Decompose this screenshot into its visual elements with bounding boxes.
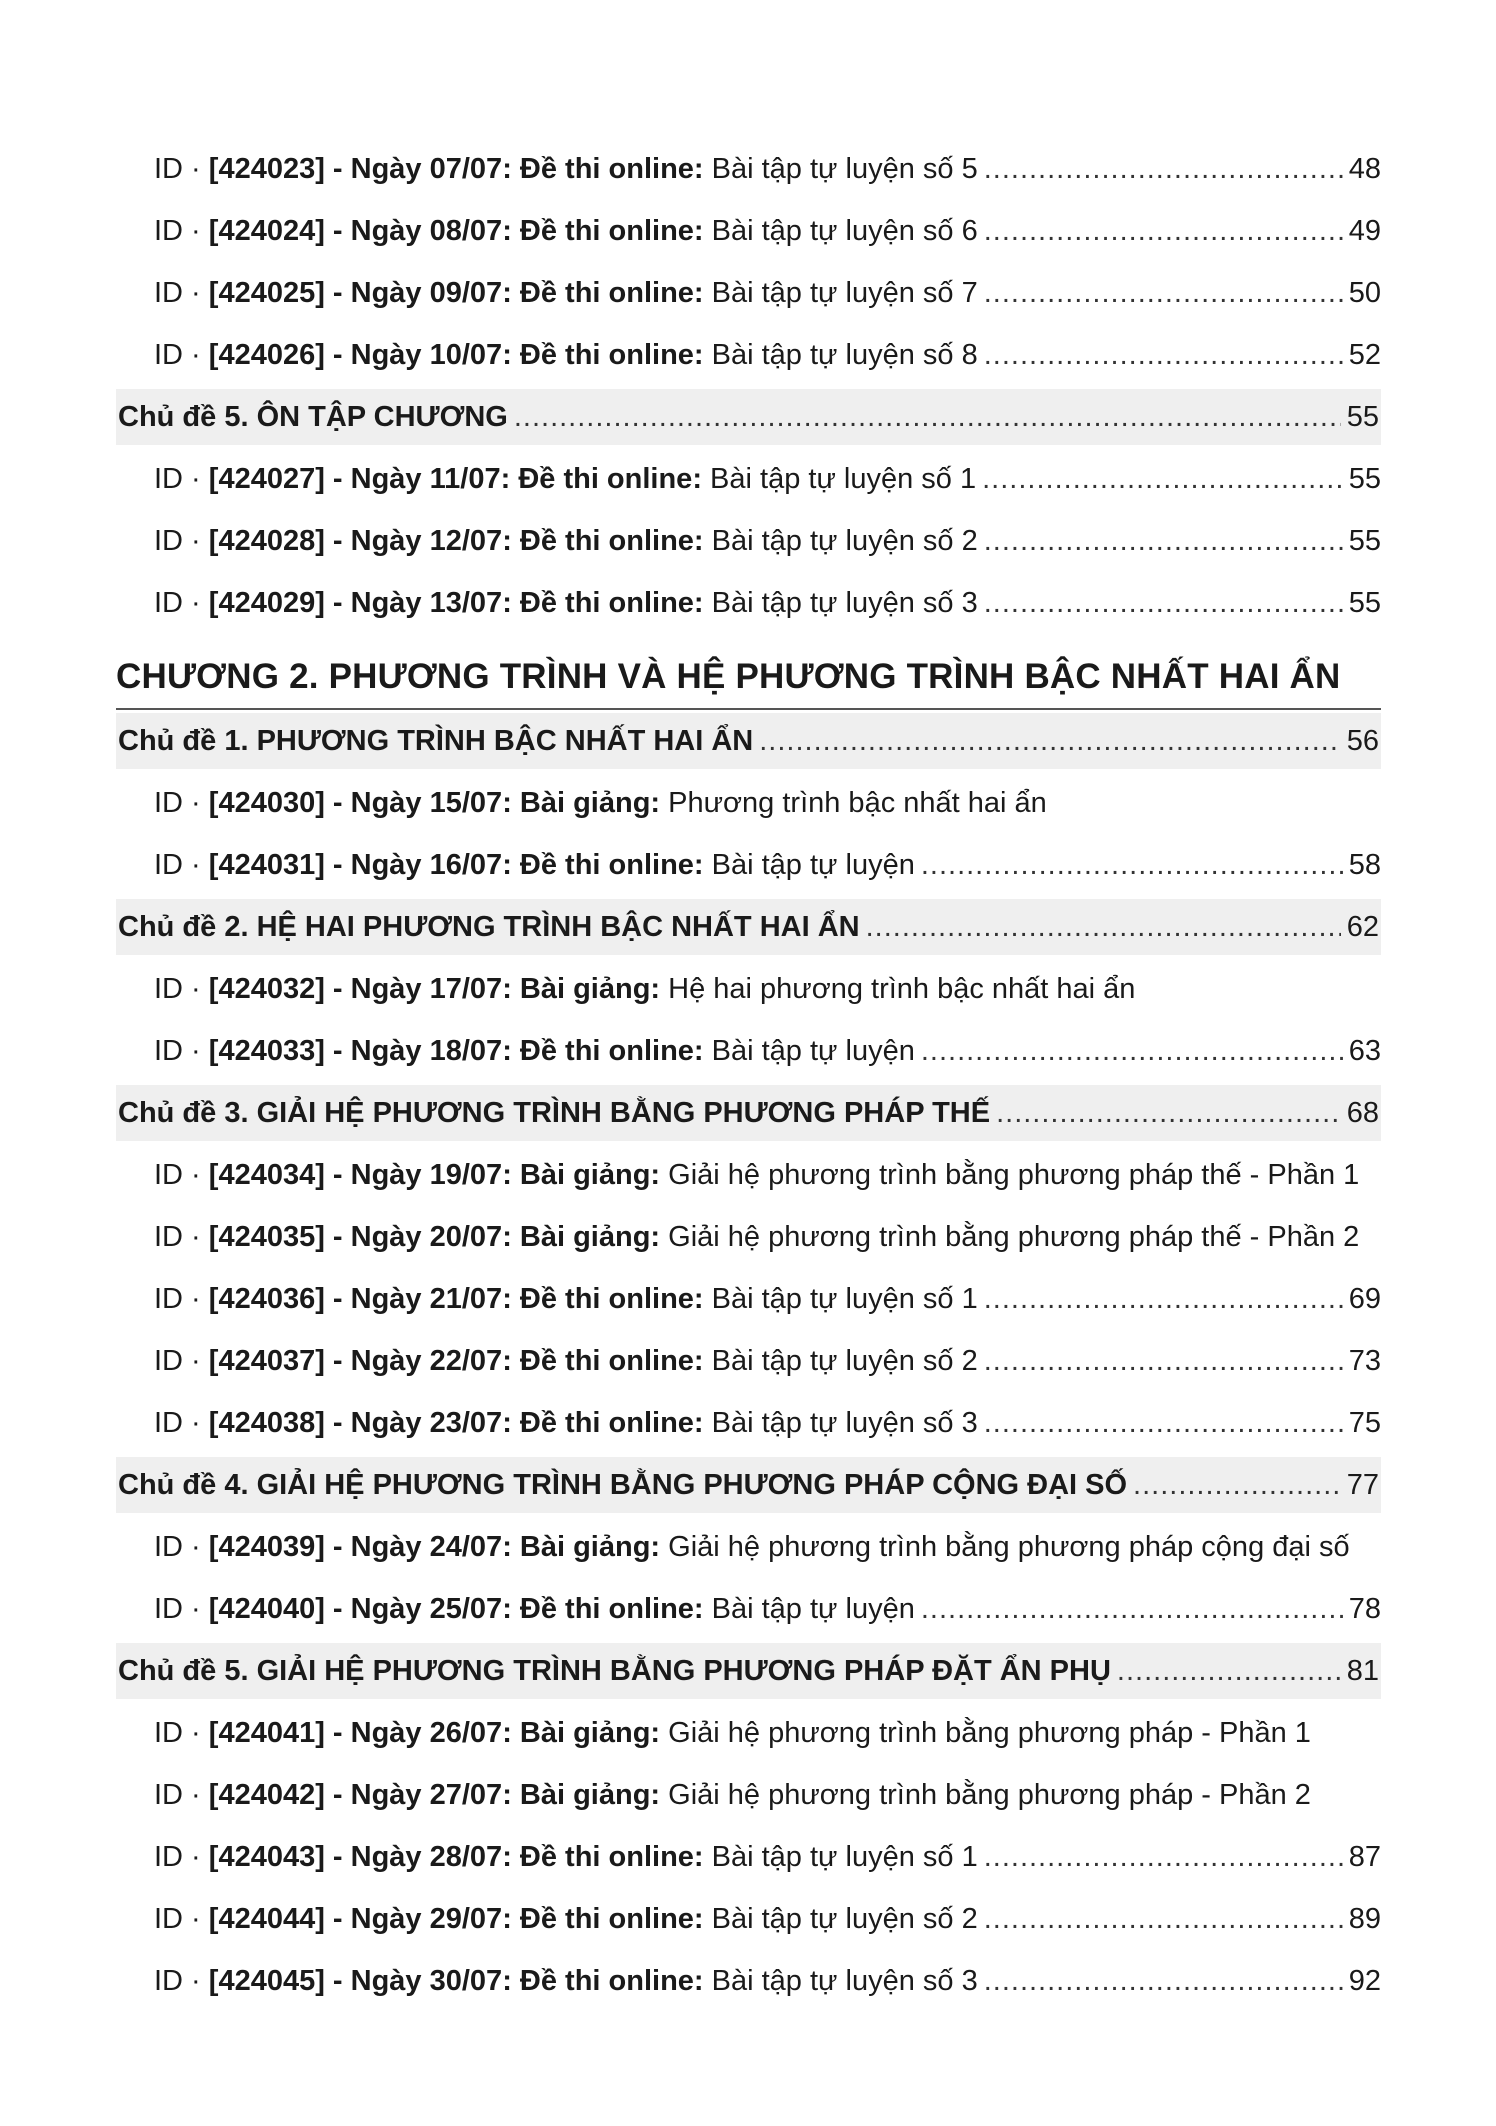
page-number: 73	[1348, 1345, 1381, 1377]
entry-label	[154, 1578, 915, 1640]
page-number: 52	[1348, 339, 1381, 371]
dot-leader	[759, 713, 1340, 769]
id-code: [424041]	[208, 1717, 325, 1749]
id-prefix: ID ·	[154, 463, 209, 495]
id-code: [424033]	[208, 1035, 325, 1067]
id-code: [424024]	[208, 215, 325, 247]
id-code: [424025]	[208, 277, 325, 309]
dot-leader	[921, 1020, 1343, 1082]
entry-label	[154, 262, 978, 324]
toc-entry-row[interactable]	[116, 572, 1381, 634]
entry-description: Bài tập tự luyện	[703, 1593, 915, 1625]
entry-kind: Đề thi online:	[519, 1593, 704, 1625]
entry-label	[154, 200, 978, 262]
toc-entry-row[interactable]	[116, 1950, 1381, 2012]
dot-leader	[921, 834, 1343, 896]
page-number: 77	[1346, 1469, 1379, 1501]
id-code: [424036]	[208, 1283, 325, 1315]
entry-label	[154, 324, 978, 386]
entry-description: Bài tập tự luyện số 1	[703, 1283, 978, 1315]
entry-label	[154, 1392, 978, 1454]
toc-entry-row[interactable]	[116, 1330, 1381, 1392]
id-code: [424029]	[208, 587, 325, 619]
dot-leader	[984, 510, 1343, 572]
page-number: 75	[1348, 1407, 1381, 1439]
entry-label	[154, 1702, 1311, 1764]
table-of-contents	[116, 138, 1381, 2012]
entry-date: - Ngày 11/07:	[324, 463, 519, 495]
entry-description: Bài tập tự luyện số 5	[703, 153, 978, 185]
id-code: [424038]	[208, 1407, 325, 1439]
id-prefix: ID ·	[154, 1345, 209, 1377]
dot-leader	[996, 1085, 1341, 1141]
page-number: 62	[1346, 911, 1379, 943]
entry-date: - Ngày 07/07:	[324, 153, 520, 185]
page-number: 55	[1348, 463, 1381, 495]
toc-topic-row[interactable]	[116, 899, 1381, 955]
entry-date: - Ngày 24/07:	[324, 1531, 520, 1563]
entry-kind: Bài giảng:	[519, 1221, 661, 1253]
topic-title: Chủ đề 2. HỆ HAI PHƯƠNG TRÌNH BẬC NHẤT HAI ẨN	[118, 911, 860, 943]
toc-entry-row[interactable]	[116, 834, 1381, 896]
toc-topic-row[interactable]	[116, 713, 1381, 769]
id-prefix: ID ·	[154, 1965, 209, 1997]
entry-label	[154, 1888, 978, 1950]
entry-kind: Đề thi online:	[518, 463, 702, 495]
entry-kind: Đề thi online:	[519, 1345, 704, 1377]
id-prefix: ID ·	[154, 215, 209, 247]
id-prefix: ID ·	[154, 153, 209, 185]
entry-kind: Đề thi online:	[519, 1965, 704, 1997]
entry-description: Giải hệ phương trình bằng phương pháp - Phần 1	[660, 1717, 1311, 1749]
id-code: [424023]	[208, 153, 325, 185]
entry-description: Bài tập tự luyện số 3	[703, 1965, 978, 1997]
page-number: 63	[1348, 1035, 1381, 1067]
id-prefix: ID ·	[154, 1717, 209, 1749]
entry-label	[154, 448, 976, 510]
entry-description: Hệ hai phương trình bậc nhất hai ẩn	[660, 973, 1136, 1005]
id-prefix: ID ·	[154, 973, 209, 1005]
dot-leader	[1133, 1457, 1341, 1513]
toc-topic-row[interactable]	[116, 389, 1381, 445]
id-prefix: ID ·	[154, 1407, 209, 1439]
toc-entry-row[interactable]	[116, 1764, 1381, 1826]
dot-leader	[984, 138, 1343, 200]
toc-entry-row[interactable]	[116, 1888, 1381, 1950]
toc-entry-row[interactable]	[116, 1206, 1381, 1268]
entry-kind: Đề thi online:	[519, 587, 704, 619]
page-number: 55	[1348, 587, 1381, 619]
dot-leader	[1117, 1643, 1341, 1699]
entry-date: - Ngày 16/07:	[324, 849, 520, 881]
page-number: 56	[1346, 725, 1379, 757]
toc-entry-row[interactable]	[116, 262, 1381, 324]
page-number: 89	[1348, 1903, 1381, 1935]
dot-leader	[984, 572, 1343, 634]
entry-kind: Bài giảng:	[519, 1531, 661, 1563]
toc-entry-row[interactable]	[116, 448, 1381, 510]
dot-leader	[984, 1826, 1343, 1888]
page-number: 68	[1346, 1097, 1379, 1129]
id-code: [424043]	[208, 1841, 325, 1873]
id-prefix: ID ·	[154, 1159, 209, 1191]
topic-title: Chủ đề 5. ÔN TẬP CHƯƠNG	[118, 401, 508, 433]
entry-description: Bài tập tự luyện số 2	[703, 1903, 978, 1935]
entry-date: - Ngày 27/07:	[324, 1779, 520, 1811]
dot-leader	[984, 262, 1343, 324]
entry-description: Bài tập tự luyện số 2	[703, 525, 978, 557]
entry-description: Phương trình bậc nhất hai ẩn	[660, 787, 1047, 819]
entry-date: - Ngày 22/07:	[324, 1345, 520, 1377]
id-prefix: ID ·	[154, 787, 209, 819]
entry-date: - Ngày 17/07:	[324, 973, 520, 1005]
dot-leader	[984, 200, 1343, 262]
toc-entry-row[interactable]	[116, 772, 1381, 834]
toc-entry-row[interactable]	[116, 1268, 1381, 1330]
entry-label	[154, 1020, 915, 1082]
id-code: [424031]	[208, 849, 325, 881]
dot-leader	[921, 1578, 1343, 1640]
entry-date: - Ngày 30/07:	[324, 1965, 520, 1997]
dot-leader	[984, 1888, 1343, 1950]
id-code: [424030]	[208, 787, 325, 819]
id-code: [424027]	[208, 463, 325, 495]
page-number: 81	[1346, 1655, 1379, 1687]
entry-date: - Ngày 18/07:	[324, 1035, 520, 1067]
dot-leader	[984, 1392, 1343, 1454]
toc-entry-row[interactable]	[116, 1020, 1381, 1082]
entry-date: - Ngày 21/07:	[324, 1283, 520, 1315]
id-code: [424035]	[208, 1221, 325, 1253]
entry-date: - Ngày 26/07:	[324, 1717, 520, 1749]
entry-description: Bài tập tự luyện số 3	[703, 1407, 978, 1439]
id-prefix: ID ·	[154, 849, 209, 881]
id-code: [424044]	[208, 1903, 325, 1935]
entry-date: - Ngày 09/07:	[324, 277, 520, 309]
dot-leader	[984, 324, 1343, 386]
entry-description: Bài tập tự luyện	[703, 849, 915, 881]
toc-entry-row[interactable]	[116, 1578, 1381, 1640]
entry-description: Bài tập tự luyện số 1	[703, 1841, 978, 1873]
toc-entry-row[interactable]	[116, 138, 1381, 200]
entry-label	[154, 1330, 978, 1392]
entry-label	[154, 1764, 1311, 1826]
entry-kind: Bài giảng:	[519, 1717, 661, 1749]
topic-title: Chủ đề 3. GIẢI HỆ PHƯƠNG TRÌNH BẰNG PHƯƠNG PHÁP THẾ	[118, 1097, 991, 1129]
entry-kind: Đề thi online:	[519, 215, 704, 247]
entry-label	[154, 572, 978, 634]
id-code: [424039]	[208, 1531, 325, 1563]
toc-entry-row[interactable]	[116, 1516, 1381, 1578]
entry-date: - Ngày 29/07:	[324, 1903, 520, 1935]
id-prefix: ID ·	[154, 1779, 209, 1811]
entry-label	[154, 1826, 978, 1888]
entry-date: - Ngày 23/07:	[324, 1407, 520, 1439]
entry-date: - Ngày 15/07:	[324, 787, 520, 819]
toc-entry-row[interactable]	[116, 200, 1381, 262]
entry-date: - Ngày 19/07:	[324, 1159, 520, 1191]
id-code: [424028]	[208, 525, 325, 557]
id-prefix: ID ·	[154, 1221, 209, 1253]
entry-description: Bài tập tự luyện số 1	[701, 463, 977, 495]
entry-kind: Bài giảng:	[519, 1159, 661, 1191]
toc-entry-row[interactable]	[116, 1144, 1381, 1206]
entry-description: Bài tập tự luyện	[703, 1035, 915, 1067]
toc-entry-row[interactable]	[116, 510, 1381, 572]
toc-entry-row[interactable]	[116, 324, 1381, 386]
entry-kind: Đề thi online:	[519, 277, 704, 309]
id-code: [424032]	[208, 973, 325, 1005]
entry-description: Bài tập tự luyện số 3	[703, 587, 978, 619]
entry-kind: Đề thi online:	[519, 1035, 704, 1067]
id-code: [424026]	[208, 339, 325, 371]
entry-kind: Đề thi online:	[519, 1903, 704, 1935]
page-number: 78	[1348, 1593, 1381, 1625]
topic-title: Chủ đề 4. GIẢI HỆ PHƯƠNG TRÌNH BẰNG PHƯƠNG PHÁP CỘNG ĐẠI SỐ	[118, 1469, 1128, 1501]
toc-entry-row[interactable]	[116, 958, 1381, 1020]
entry-kind: Bài giảng:	[519, 1779, 661, 1811]
dot-leader	[514, 389, 1341, 445]
id-code: [424042]	[208, 1779, 325, 1811]
entry-kind: Đề thi online:	[519, 1283, 704, 1315]
entry-kind: Bài giảng:	[519, 787, 661, 819]
id-prefix: ID ·	[154, 277, 209, 309]
entry-kind: Đề thi online:	[519, 153, 704, 185]
entry-date: - Ngày 28/07:	[324, 1841, 520, 1873]
entry-label	[154, 1144, 1359, 1206]
entry-date: - Ngày 08/07:	[324, 215, 520, 247]
entry-label	[154, 138, 978, 200]
id-code: [424034]	[208, 1159, 325, 1191]
entry-description: Bài tập tự luyện số 2	[703, 1345, 978, 1377]
entry-description: Bài tập tự luyện số 7	[703, 277, 978, 309]
entry-date: - Ngày 25/07:	[324, 1593, 520, 1625]
page-number: 87	[1348, 1841, 1381, 1873]
entry-date: - Ngày 10/07:	[324, 339, 520, 371]
dot-leader	[984, 1950, 1343, 2012]
entry-kind: Đề thi online:	[519, 849, 704, 881]
page-number: 92	[1348, 1965, 1381, 1997]
toc-entry-row[interactable]	[116, 1392, 1381, 1454]
id-prefix: ID ·	[154, 1593, 209, 1625]
entry-label	[154, 1516, 1350, 1578]
entry-date: - Ngày 20/07:	[324, 1221, 520, 1253]
entry-description: Bài tập tự luyện số 6	[703, 215, 978, 247]
id-prefix: ID ·	[154, 1531, 209, 1563]
page-number: 49	[1348, 215, 1381, 247]
toc-entry-row[interactable]	[116, 1826, 1381, 1888]
dot-leader	[982, 448, 1343, 510]
dot-leader	[984, 1268, 1343, 1330]
page-number: 69	[1348, 1283, 1381, 1315]
id-prefix: ID ·	[154, 1903, 209, 1935]
entry-description: Giải hệ phương trình bằng phương pháp thế - Phần 2	[660, 1221, 1360, 1253]
entry-label	[154, 510, 978, 572]
entry-description: Giải hệ phương trình bằng phương pháp thế - Phần 1	[660, 1159, 1360, 1191]
id-prefix: ID ·	[154, 1035, 209, 1067]
entry-label	[154, 1206, 1359, 1268]
entry-date: - Ngày 13/07:	[324, 587, 520, 619]
id-code: [424045]	[208, 1965, 325, 1997]
entry-label	[154, 772, 1047, 834]
dot-leader	[866, 899, 1341, 955]
toc-topic-row[interactable]	[116, 1643, 1381, 1699]
id-code: [424040]	[208, 1593, 325, 1625]
id-prefix: ID ·	[154, 587, 209, 619]
toc-topic-row[interactable]	[116, 1457, 1381, 1513]
entry-kind: Đề thi online:	[519, 1841, 704, 1873]
entry-label	[154, 1950, 978, 2012]
page-number: 58	[1348, 849, 1381, 881]
entry-date: - Ngày 12/07:	[324, 525, 520, 557]
page-number: 55	[1348, 525, 1381, 557]
chapter-title: CHƯƠNG 2. PHƯƠNG TRÌNH VÀ HỆ PHƯƠNG TRÌNH BẬC NHẤT HAI ẨN	[116, 657, 1341, 696]
chapter-heading	[116, 634, 1381, 710]
id-prefix: ID ·	[154, 525, 209, 557]
id-prefix: ID ·	[154, 1841, 209, 1873]
entry-description: Bài tập tự luyện số 8	[703, 339, 978, 371]
dot-leader	[984, 1330, 1343, 1392]
entry-label	[154, 958, 1135, 1020]
entry-kind: Đề thi online:	[519, 1407, 704, 1439]
entry-description: Giải hệ phương trình bằng phương pháp - Phần 2	[660, 1779, 1311, 1811]
entry-kind: Đề thi online:	[519, 339, 704, 371]
entry-label	[154, 834, 915, 896]
page-number: 55	[1346, 401, 1379, 433]
id-prefix: ID ·	[154, 339, 209, 371]
id-code: [424037]	[208, 1345, 325, 1377]
page-number: 50	[1348, 277, 1381, 309]
id-prefix: ID ·	[154, 1283, 209, 1315]
entry-kind: Bài giảng:	[519, 973, 661, 1005]
page-number: 48	[1348, 153, 1381, 185]
entry-description: Giải hệ phương trình bằng phương pháp cộng đại số	[660, 1531, 1350, 1563]
toc-entry-row[interactable]	[116, 1702, 1381, 1764]
toc-topic-row[interactable]	[116, 1085, 1381, 1141]
topic-title: Chủ đề 1. PHƯƠNG TRÌNH BẬC NHẤT HAI ẨN	[118, 725, 754, 757]
topic-title: Chủ đề 5. GIẢI HỆ PHƯƠNG TRÌNH BẰNG PHƯƠNG PHÁP ĐẶT ẨN PHỤ	[118, 1655, 1111, 1687]
entry-label	[154, 1268, 978, 1330]
entry-kind: Đề thi online:	[519, 525, 704, 557]
